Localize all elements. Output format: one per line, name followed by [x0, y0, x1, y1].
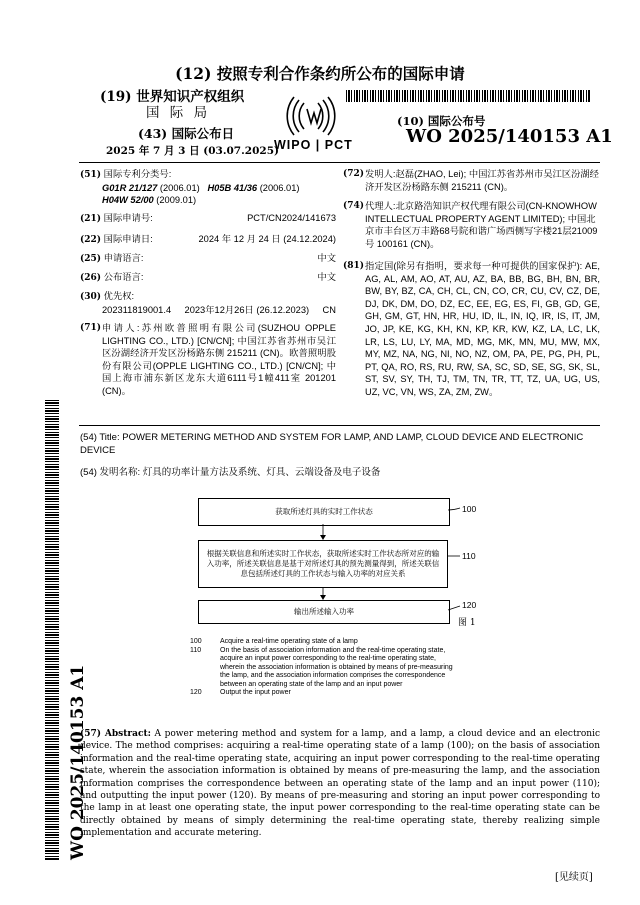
- flow-box-120: 输出所述输入功率: [198, 600, 450, 624]
- abstract-text: A power metering method and system for a lamp, and a lamp, a cloud device and an electronic device. The method comprises: acquiring a real-time operating state of a lamp (100); on the basis of association information and the real-time operating state, acquiring an input power corresponding to the real-time operating state, wherein the association information is obtained by means of pre-measuring the lamp, and the association information comprises the correspondence between an operating state of the lamp and an input power (110); and outputting the input power (120). By means of pre-measuring and storing an input power corresponding to the lamp in at least one operating state, the input power corresponding to the real-time operating state can be directly obtained by means of simply determining the real-time operating state, thereby realizing simple implementation and accurate metering.: [80, 729, 600, 839]
- side-publication-number: WO 2025/140153 A1: [68, 664, 88, 860]
- flow-label-100: 100: [462, 504, 477, 514]
- flow-label-110: 110: [462, 551, 476, 561]
- wipo-pct-text: WIPO | PCT: [274, 138, 353, 152]
- abstract: [80, 728, 600, 840]
- publication-date: 2025 年 7 月 3 日 (03.07.2025): [106, 145, 279, 157]
- legend-item: 110 On the basis of association information and the real-time operating state, acquire an input power corresponding to the real-time operating state, wherein the association information is obtained by means of pre-measuring the lamp, and the association information comprises the correspondence between an operating state of the lamp and an input power: [190, 646, 453, 688]
- priority-data: (30) 优先权: 202311819001.4 2023年12月26日 (26.12.2023) CN: [80, 291, 336, 315]
- title-english: (54) Title: POWER METERING METHOD AND SYSTEM FOR LAMP, AND LAMP, CLOUD DEVICE AND ELECTRONIC DEVICE: [80, 432, 584, 456]
- publication-language: (26) 公布语言: 中文: [80, 272, 336, 283]
- designated-states: (81) 指定国(除另有指明，要求每一种可提供的国家保护): AE, AG, AL, AM, AO, AT, AU, AZ, BA, BB, BG, BH, BN, BR, BW, BY, BZ, CA, CH, CL, CN, CO, CR, CU, CV, CZ, DE, DJ, DK, DM, DO, DZ, EC, EE, EG, ES, FI, GB, GD, GE, GH, GM, GT, HN, HR, HU, ID, IL, IN, IQ, IR, IS, IT, JM, JO, JP, KE, KG, KH, KN, KP, KR, KW, KZ, LA, LC, LK, LR, LS, LU, LY, MA, MD, MG, MK, MN, MU, MW, MX, MY, MZ, NA, NG, NI, NO, NZ, OM, PA, PE, PG, PH, PL, PT, QA, RO, RS, RU, RW, SA, SC, SD, SE, SG, SK, SL, ST, SV, SY, TH, TJ, TM, TN, TR, TT, TZ, UA, UG, US, UZ, VC, VN, WS, ZA, ZM, ZW。: [343, 261, 600, 397]
- figure-legend: [190, 638, 460, 698]
- organization-name: (19) 世界知识产权组织: [100, 89, 245, 105]
- legend-item: 100 Acquire a real-time operating state of a lamp: [190, 638, 358, 645]
- title-chinese: (54) 发明名称: 灯具的功率计量方法及系统、灯具、云端设备及电子设备: [80, 467, 381, 478]
- ipc-classification: (51) 国际专利分类号: G01R 21/127 (2006.01) H05B 41/36 (2006.01) H04W 52/00 (2009.01): [80, 169, 300, 206]
- figure-caption: 图 1: [458, 618, 476, 628]
- applicants: (71) 申请人:苏州欧普照明有限公司(SUZHOU OPPLE LIGHTING CO., LTD.) [CN/CN]; 中国江苏省苏州市吴江区汾湖经济开发区汾杨路东侧 215211 (CN)。欧普照明股份有限公司(OPPLE LIGHTING CO., LTD.) [CN/CN]; 中国上海市浦东新区龙东大道6111号1幢411室 201201 (CN)。: [80, 323, 336, 396]
- filing-language: (25) 申请语言: 中文: [80, 253, 336, 264]
- flow-box-100: 获取所述灯具的实时工作状态: [198, 498, 450, 526]
- abstract-label: (57) Abstract:: [80, 729, 151, 739]
- publication-number-label: (10) 国际公布号: [397, 114, 486, 128]
- flow-box-110: 根据关联信息和所述实时工作状态，获取所述实时工作状态所对应的输入功率，所述关联信息是基于对所述灯具的预先测量得到，所述关联信息包括所述灯具的工作状态与输入功率的对应关系: [198, 540, 448, 588]
- application-number: (21) 国际申请号: PCT/CN2024/141673: [80, 213, 336, 224]
- flow-label-120: 120: [462, 600, 477, 610]
- filing-date: (22) 国际申请日: 2024 年 12 月 24 日 (24.12.2024): [80, 234, 336, 245]
- inventors: (72) 发明人:赵磊(ZHAO, Lei); 中国江苏省苏州市吴江区汾湖经济开发区汾杨路东侧 215211 (CN)。: [343, 169, 599, 192]
- continued-note: [见续页]: [555, 872, 593, 883]
- document-title: (12) 按照专利合作条约所公布的国际申请: [175, 64, 465, 83]
- publication-date-label: (43) 国际公布日: [138, 126, 235, 141]
- legend-item: 120 Output the input power: [190, 689, 291, 696]
- organization-bureau: 国 际 局: [146, 105, 211, 121]
- publication-number: WO 2025/140153 A1: [406, 126, 613, 147]
- agent: (74) 代理人:北京路浩知识产权代理有限公司(CN-KNOWHOW INTELLECTUAL PROPERTY AGENT LIMITED); 中国北京市丰台区万丰路68号院和谐广场西侧写字楼21层21009号 100161 (CN)。: [343, 201, 598, 249]
